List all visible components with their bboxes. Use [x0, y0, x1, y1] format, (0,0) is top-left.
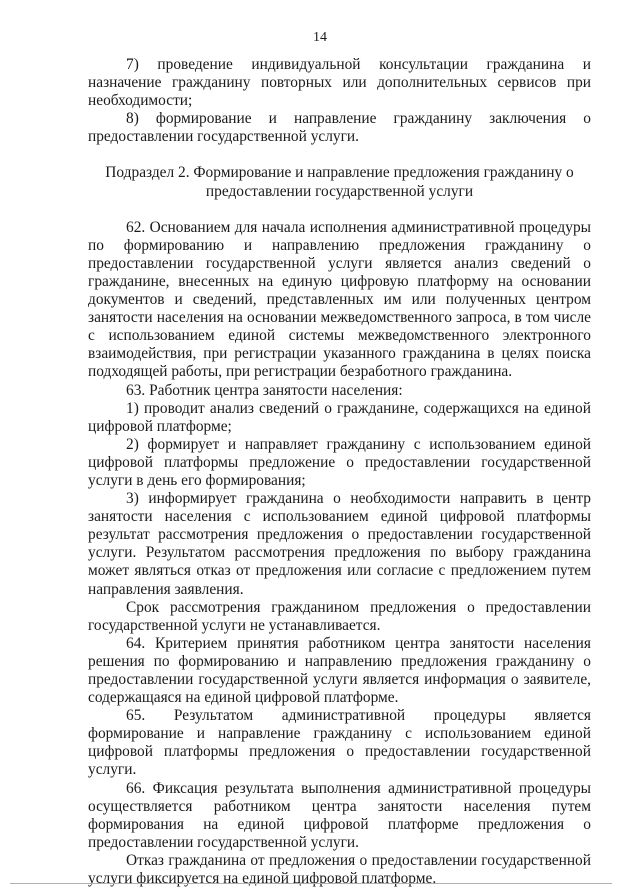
paragraph-63-item-1: 1) проводит анализ сведений о гражданине, содержащихся на единой цифровой платформе; — [88, 399, 591, 435]
paragraph-65: 65. Результатом административной процедуры является формирование и направление гражданину с использованием единой цифровой платформы предложения о предоставлении государственной услуги. — [88, 707, 591, 779]
subsection-heading: Подраздел 2. Формирование и направление предложения гражданину о предоставлении государственной услуги — [105, 164, 574, 200]
paragraph-63-item-2: 2) формирует и направляет гражданину с использованием единой цифровой платформы предложение о предоставлении государственной услуги в день его формирования; — [88, 435, 591, 489]
page-bottom-rule — [10, 883, 612, 884]
page-number: 14 — [313, 30, 327, 45]
paragraph-review-term: Срок рассмотрения гражданином предложения о предоставлении государственной услуги не устанавливается. — [88, 598, 591, 634]
paragraph-item-7: 7) проведение индивидуальной консультации гражданина и назначение гражданину повторных или дополнительных сервисов при необходимости; — [88, 56, 591, 110]
paragraph-refusal: Отказ гражданина от предложения о предоставлении государственной услуги фиксируется на единой цифровой платформе. — [88, 851, 591, 888]
document-body — [88, 56, 591, 888]
paragraph-63-item-3: 3) информирует гражданина о необходимости направить в центр занятости населения с использованием единой цифровой платформы результат рассмотрения предложения о предоставлении государственной услуги. Результатом рассмотрения предложения по выбору гражданина может являться отказ от предложения или согласие с предложением путем направления заявления. — [88, 490, 591, 598]
paragraph-63: 63. Работник центра занятости населения: — [126, 381, 403, 399]
paragraph-64: 64. Критерием принятия работником центра занятости населения решения по формированию и направлению предложения гражданину о предоставлении государственной услуги является информация о заявителе, содержащаяся на единой цифровой платформе. — [88, 634, 591, 707]
paragraph-62: 62. Основанием для начала исполнения административной процедуры по формированию и направлению предложения гражданину о предоставлении государственной услуги является анализ сведений о гражданине, внесенных на единую цифровую платформу на основании документов и сведений, представленных им или полученных центром занятости населения на основании межведомственного запроса, в том числе с использованием единой системы межведомственного электронного взаимодействия, при регистрации указанного гражданина в целях поиска подходящей работы, при регистрации безработного гражданина. — [88, 218, 591, 381]
paragraph-66: 66. Фиксация результата выполнения административной процедуры осуществляется работником центра занятости населения путем формирования на единой цифровой платформе предложения о предоставлении государственной услуги. — [88, 779, 591, 851]
paragraph-item-8: 8) формирование и направление гражданину заключения о предоставлении государственной услуги. — [88, 110, 591, 146]
